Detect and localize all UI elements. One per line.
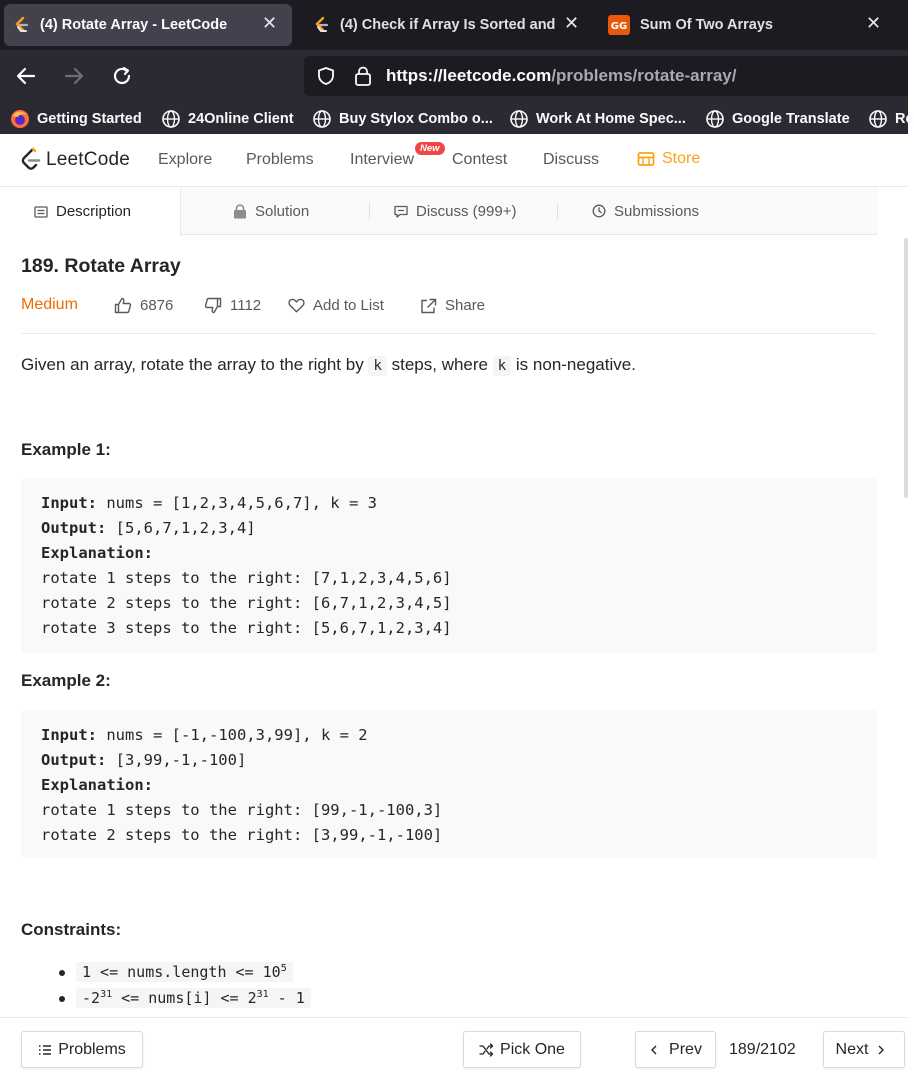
lock-icon[interactable] — [354, 66, 372, 91]
page-count: 189/2102 — [729, 1041, 796, 1058]
example-input — [41, 723, 857, 748]
bookmark-getting-started[interactable] — [10, 109, 142, 129]
comment-icon — [394, 205, 408, 218]
shield-icon[interactable] — [316, 66, 336, 91]
close-tab-icon[interactable]: ✕ — [866, 13, 882, 33]
bookmark-label: Google Translate — [732, 111, 850, 127]
gfg-favicon-icon — [610, 16, 628, 34]
problems-list-button[interactable] — [21, 1031, 143, 1068]
leetcode-logo[interactable] — [20, 147, 130, 173]
button-label: Prev — [669, 1040, 702, 1058]
example-explanation — [41, 773, 857, 798]
tab-description[interactable] — [0, 187, 181, 236]
leetcode-favicon-icon — [312, 16, 330, 34]
tab-label: Description — [56, 203, 132, 220]
difficulty-label: Medium — [21, 296, 78, 313]
input-label: Input: — [41, 494, 97, 512]
constraint-text: 1 <= nums.length <= 10 — [82, 963, 281, 981]
explanation-step: rotate 3 steps to the right: [5,6,7,1,2,3,4] — [41, 619, 452, 637]
input-label: Input: — [41, 726, 97, 744]
leetcode-navbar — [0, 134, 908, 187]
tab-title: (4) Rotate Array - LeetCode — [40, 17, 228, 33]
url-text — [386, 66, 737, 86]
explanation-step: rotate 2 steps to the right: [6,7,1,2,3,4,5] — [41, 594, 452, 612]
superscript: 31 — [100, 989, 113, 1000]
example-explanation — [41, 541, 857, 566]
tab-discuss[interactable] — [394, 187, 516, 235]
svg-text:GG: GG — [610, 21, 628, 32]
chevron-right-icon — [876, 1044, 886, 1056]
leetcode-logo-icon — [20, 147, 42, 173]
browser-tab-check-sorted[interactable] — [302, 4, 588, 46]
example-2-heading: Example 2: — [21, 671, 111, 690]
nav-discuss[interactable]: Discuss — [543, 151, 600, 168]
bookmark-google-translate[interactable] — [705, 109, 850, 129]
nav-explore[interactable]: Explore — [158, 151, 213, 168]
bookmark-label: 24Online Client — [188, 111, 294, 127]
scrollbar-thumb[interactable] — [904, 238, 908, 498]
back-arrow-icon[interactable] — [12, 62, 40, 90]
globe-icon — [705, 109, 725, 129]
store-icon — [637, 151, 655, 167]
explanation-label: Explanation: — [41, 544, 153, 562]
thumbs-up-icon — [114, 297, 132, 314]
example-output — [41, 748, 857, 773]
output-value: [3,99,-1,-100] — [106, 751, 247, 769]
button-label: Next — [835, 1040, 869, 1058]
like-count: 6876 — [140, 297, 174, 314]
superscript: 5 — [280, 963, 287, 974]
constraint-text: - 1 — [268, 989, 305, 1007]
globe-icon — [509, 109, 529, 129]
bullet — [59, 996, 65, 1002]
url-path: /problems/rotate-array/ — [551, 66, 737, 85]
button-label: Problems — [58, 1040, 126, 1058]
constraints-list — [76, 959, 311, 1011]
problem-meta — [21, 295, 877, 317]
example-output — [41, 516, 857, 541]
tab-solution[interactable] — [233, 187, 309, 235]
list-icon — [38, 1044, 52, 1056]
lock-icon — [233, 204, 247, 219]
next-button[interactable] — [823, 1031, 905, 1068]
globe-icon — [868, 109, 888, 129]
output-value: [5,6,7,1,2,3,4] — [106, 519, 256, 537]
shuffle-icon — [479, 1043, 494, 1057]
nav-interview[interactable]: Interview — [350, 151, 415, 168]
output-label: Output: — [41, 751, 107, 769]
new-badge: New — [415, 142, 445, 155]
forward-arrow-icon[interactable] — [60, 62, 88, 90]
browser-tab-bar — [0, 0, 908, 50]
constraint-item — [76, 985, 311, 1011]
clock-icon — [592, 204, 606, 218]
globe-icon — [161, 109, 181, 129]
dislike-button[interactable] — [204, 297, 261, 314]
dislike-count: 1112 — [230, 297, 262, 314]
store-label: Store — [662, 150, 701, 167]
bookmarks-bar — [0, 102, 914, 134]
add-to-list-label: Add to List — [313, 297, 384, 314]
bookmark-label: Buy Stylox Combo o... — [339, 111, 493, 127]
share-button[interactable] — [420, 297, 485, 314]
constraint-text: -2 — [82, 989, 101, 1007]
constraint-item — [76, 959, 311, 985]
example-1-heading: Example 1: — [21, 440, 111, 459]
problem-title: 189. Rotate Array — [21, 255, 181, 277]
button-label: Pick One — [500, 1040, 565, 1058]
prev-button[interactable] — [635, 1031, 716, 1068]
browser-tab-rotate-array[interactable] — [4, 4, 292, 46]
bookmark-re[interactable] — [868, 109, 914, 129]
leetcode-favicon-icon — [12, 16, 30, 34]
tab-title: Sum Of Two Arrays — [640, 17, 773, 33]
bookmark-label: Work At Home Spec... — [536, 111, 686, 127]
like-button[interactable] — [114, 297, 173, 314]
browser-toolbar — [0, 50, 908, 102]
bookmark-stylox[interactable] — [312, 109, 493, 129]
superscript: 31 — [256, 989, 269, 1000]
explanation-step: rotate 2 steps to the right: [3,99,-1,-100] — [41, 826, 443, 844]
tab-label: Submissions — [614, 202, 700, 220]
url-host: https://leetcode.com — [386, 66, 552, 85]
firefox-icon — [10, 109, 30, 129]
explanation-step: rotate 1 steps to the right: [99,-1,-100,3] — [41, 801, 443, 819]
share-icon — [420, 298, 437, 314]
output-label: Output: — [41, 519, 107, 537]
nav-contest[interactable]: Contest — [452, 151, 508, 168]
bookmark-24online[interactable] — [161, 109, 294, 129]
input-value: nums = [1,2,3,4,5,6,7], k = 3 — [97, 494, 377, 512]
address-bar[interactable] — [304, 56, 908, 96]
statement-text: Given an array, rotate the array to the right by — [21, 355, 364, 374]
constraint-code — [76, 962, 293, 982]
bookmark-label: Getting Started — [37, 111, 142, 127]
divider — [21, 333, 877, 334]
tab-label: Solution — [255, 202, 310, 220]
example-input — [41, 491, 857, 516]
problem-statement — [21, 354, 636, 377]
input-value: nums = [-1,-100,3,99], k = 2 — [97, 726, 368, 744]
close-tab-icon[interactable]: ✕ — [262, 13, 278, 33]
constraint-text: <= nums[i] <= 2 — [112, 989, 257, 1007]
bookmark-label: Re — [895, 111, 914, 127]
browser-tab-sum-arrays[interactable] — [600, 4, 900, 46]
tab-separator — [369, 203, 370, 219]
bullet — [59, 970, 65, 976]
bookmark-work-at-home[interactable] — [509, 109, 686, 129]
example-2-block — [21, 710, 877, 858]
heart-icon — [288, 298, 305, 313]
tab-label: Discuss (999+) — [416, 202, 517, 220]
tab-title: (4) Check if Array Is Sorted and — [340, 17, 556, 33]
inline-code-k: k — [493, 356, 511, 376]
inline-code-k: k — [368, 356, 386, 376]
tab-separator — [557, 203, 558, 219]
nav-problems[interactable]: Problems — [246, 151, 314, 168]
bottom-bar — [0, 1017, 908, 1078]
nav-store[interactable] — [637, 150, 700, 168]
constraints-heading: Constraints: — [21, 920, 122, 939]
thumbs-down-icon — [204, 297, 222, 314]
reload-icon[interactable] — [108, 62, 136, 90]
add-to-list-button[interactable] — [288, 297, 384, 314]
question-tabs — [0, 187, 878, 235]
explanation-label: Explanation: — [41, 776, 153, 794]
description-icon — [34, 206, 48, 218]
close-tab-icon[interactable]: ✕ — [564, 13, 580, 33]
globe-icon — [312, 109, 332, 129]
chevron-left-icon — [649, 1044, 659, 1056]
pick-one-button[interactable] — [463, 1031, 581, 1068]
statement-text: steps, where — [391, 355, 488, 374]
constraint-code — [76, 988, 311, 1008]
tab-submissions[interactable] — [592, 187, 699, 235]
example-1-block — [21, 478, 877, 653]
logo-text: LeetCode — [46, 149, 131, 170]
statement-text: is non-negative. — [515, 355, 636, 374]
explanation-step: rotate 1 steps to the right: [7,1,2,3,4,5,6] — [41, 569, 452, 587]
share-label: Share — [445, 297, 486, 314]
